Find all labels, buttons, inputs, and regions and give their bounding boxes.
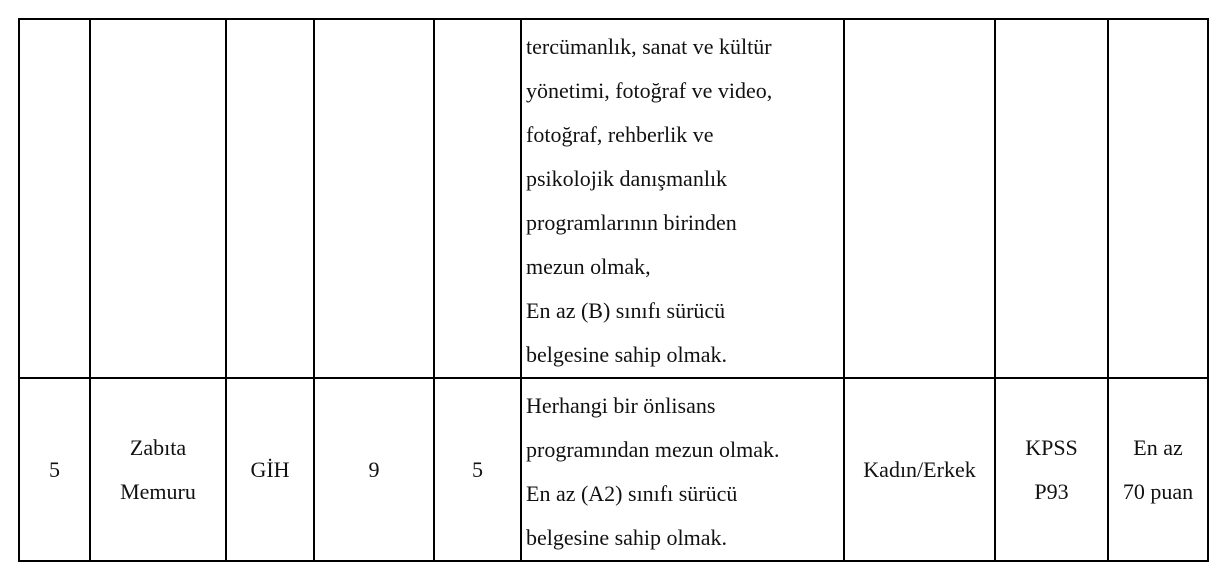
unvan-cell <box>90 378 226 561</box>
sinif-cell <box>226 19 314 378</box>
nitelik-line: Herhangi bir önlisans <box>526 393 716 418</box>
position-table <box>18 18 1209 562</box>
puan-line: 70 puan <box>1122 478 1194 504</box>
kpss-line: KPSS <box>1025 434 1078 460</box>
puan-cell <box>1108 19 1208 378</box>
puan-line: En az <box>1133 434 1183 460</box>
nitelik-line: programlarının birinden <box>526 210 737 235</box>
kpss-cell <box>995 378 1108 561</box>
nitelik-line: fotoğraf, rehberlik ve <box>526 122 714 147</box>
kpss-line: P93 <box>1034 478 1069 504</box>
cinsiyet-cell <box>844 19 995 378</box>
sira-cell <box>19 19 90 378</box>
nitelik-line: programından mezun olmak. <box>526 437 780 462</box>
nitelik-line: En az (B) sınıfı sürücü <box>526 298 726 323</box>
nitelik-line: En az (A2) sınıfı sürücü <box>526 481 738 506</box>
unvan-line: Zabıta <box>129 434 187 460</box>
table-row <box>19 378 1208 561</box>
nitelik-line: belgesine sahip olmak. <box>526 342 728 367</box>
nitelik-line: tercümanlık, sanat ve kültür <box>526 34 772 59</box>
derece-cell: 9 <box>314 378 434 561</box>
unvan-cell <box>90 19 226 378</box>
sira-cell: 5 <box>19 378 90 561</box>
kpss-cell <box>995 19 1108 378</box>
table-row <box>19 19 1208 378</box>
cinsiyet-cell: Kadın/Erkek <box>844 378 995 561</box>
derece-cell <box>314 19 434 378</box>
nitelik-line: mezun olmak, <box>526 254 651 279</box>
nitelik-cell <box>521 378 844 561</box>
adet-cell <box>434 19 521 378</box>
nitelik-cell <box>521 19 844 378</box>
nitelik-line: psikolojik danışmanlık <box>526 166 728 191</box>
sinif-cell: GİH <box>226 378 314 561</box>
nitelik-line: belgesine sahip olmak. <box>526 525 728 550</box>
puan-cell <box>1108 378 1208 561</box>
adet-cell: 5 <box>434 378 521 561</box>
unvan-line: Memuru <box>120 478 196 504</box>
nitelik-line: yönetimi, fotoğraf ve video, <box>526 78 773 103</box>
